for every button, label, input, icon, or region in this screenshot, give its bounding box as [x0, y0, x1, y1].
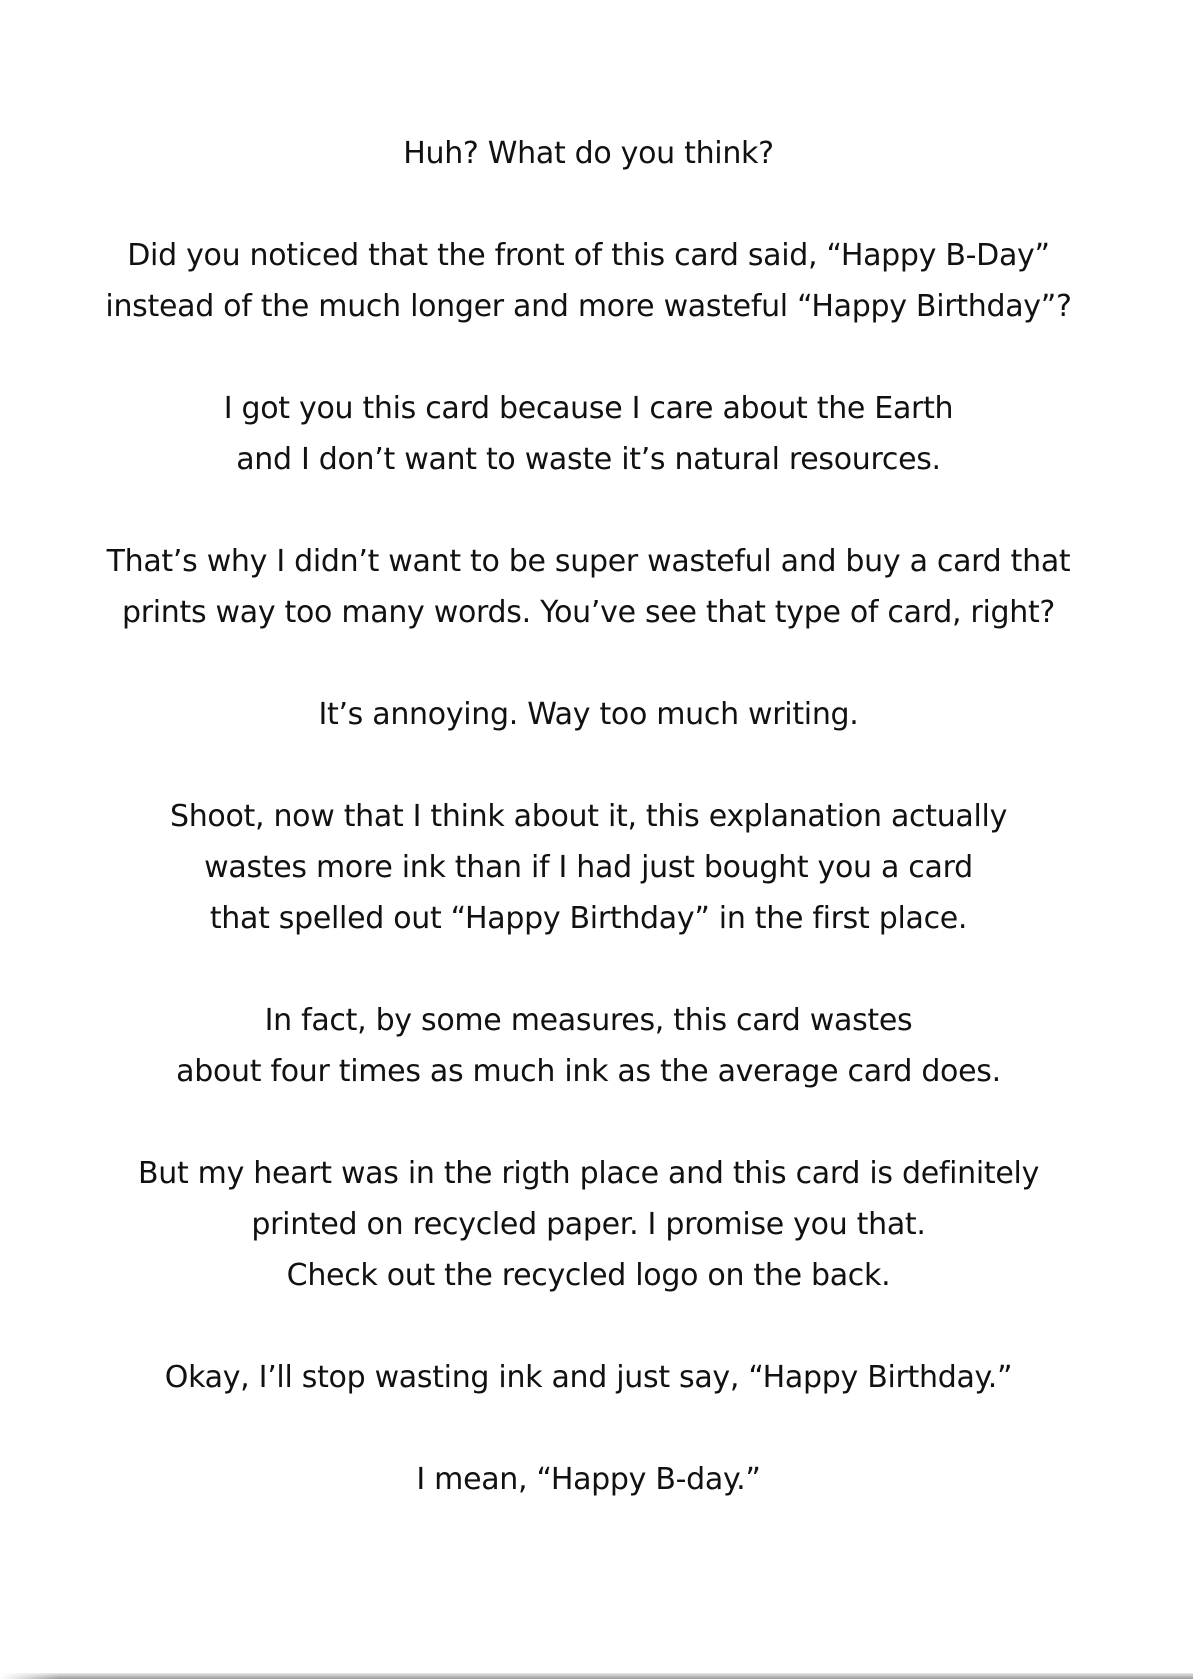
text-line: That’s why I didn’t want to be super wasteful and buy a card that	[106, 544, 1071, 579]
paragraph-four-times-ink	[60, 995, 1117, 1097]
text-line: that spelled out “Happy Birthday” in the first place.	[209, 901, 968, 936]
paragraph-explanation-wastes-ink	[60, 791, 1117, 944]
paragraph-happy-bday	[60, 1454, 1117, 1505]
card-message	[60, 128, 1117, 1505]
text-line: about four times as much ink as the average card does.	[176, 1054, 1001, 1089]
paragraph-front-of-card	[60, 230, 1117, 332]
text-line: Okay, I’ll stop wasting ink and just say, “Happy Birthday.”	[164, 1360, 1013, 1395]
text-line: instead of the much longer and more wasteful “Happy Birthday”?	[105, 289, 1072, 324]
text-line: printed on recycled paper. I promise you that.	[251, 1207, 926, 1242]
card-bottom-edge-highlight	[0, 1673, 60, 1679]
text-line: I mean, “Happy B-day.”	[416, 1462, 761, 1497]
text-line: Did you noticed that the front of this card said, “Happy B-Day”	[127, 238, 1050, 273]
text-line: Huh? What do you think?	[403, 136, 774, 171]
text-line: I got you this card because I care about the Earth	[223, 391, 954, 426]
text-line: But my heart was in the rigth place and this card is definitely	[137, 1156, 1040, 1191]
text-line: In fact, by some measures, this card wastes	[264, 1003, 913, 1038]
card-bottom-edge	[0, 1673, 1193, 1679]
paragraph-care-about-earth	[60, 383, 1117, 485]
text-line: prints way too many words. You’ve see that type of card, right?	[121, 595, 1056, 630]
paragraph-recycled-paper	[60, 1148, 1117, 1301]
text-line: Shoot, now that I think about it, this explanation actually	[169, 799, 1008, 834]
text-line: wastes more ink than if I had just bought you a card	[204, 850, 973, 885]
paragraph-opening-question	[60, 128, 1117, 179]
paragraph-not-wasteful	[60, 536, 1117, 638]
text-line: It’s annoying. Way too much writing.	[318, 697, 859, 732]
paragraph-happy-birthday	[60, 1352, 1117, 1403]
text-line: and I don’t want to waste it’s natural resources.	[236, 442, 941, 477]
text-line: Check out the recycled logo on the back.	[286, 1258, 891, 1293]
paragraph-annoying	[60, 689, 1117, 740]
